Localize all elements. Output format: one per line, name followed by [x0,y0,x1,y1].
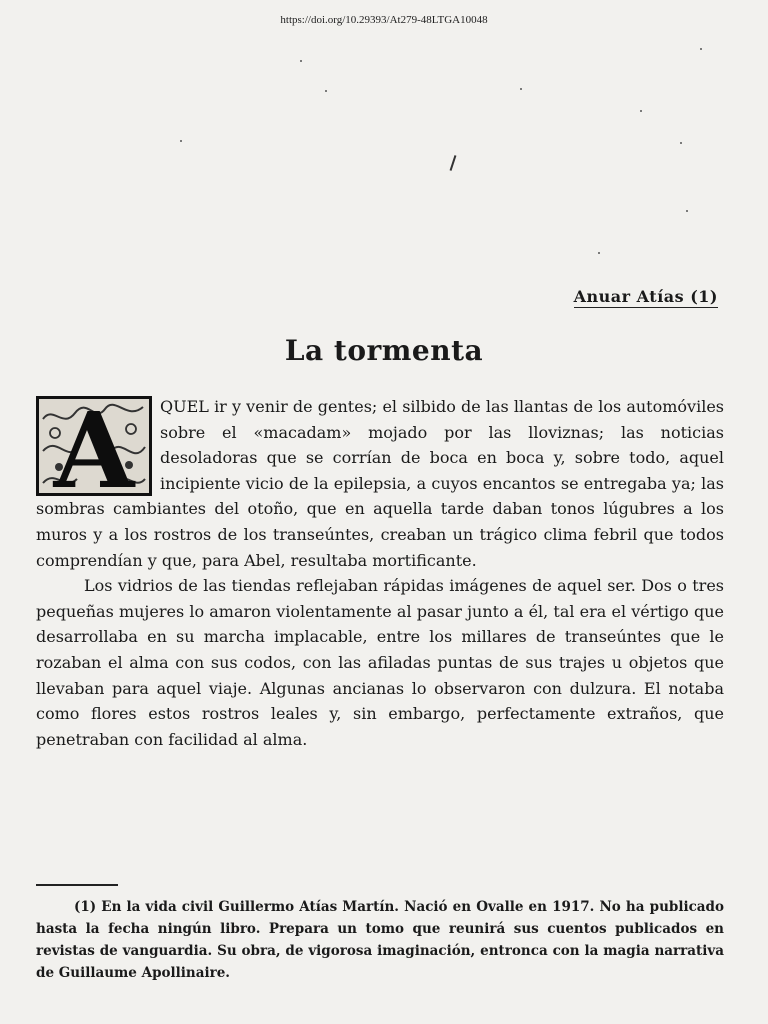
drop-cap-glyph [39,399,149,493]
article-body [36,394,724,752]
svg-text:A: A [53,399,135,493]
print-speck [680,142,682,144]
print-speck [180,140,182,142]
article-author: Anuar Atías (1) [573,287,718,306]
footnote-divider [36,884,118,886]
print-speck [598,252,600,254]
print-speck [640,110,642,112]
print-speck [520,88,522,90]
print-speck [700,48,702,50]
paragraph: QUEL ir y venir de gentes; el silbido de las llantas de los automóviles sobre el «macadam» mojado por las lloviznas; las noticias desoladoras que se corrían de boca en boca y, sobre todo, aquel incipiente vicio de la epilepsia, a cuyos encantos se entregaba ya; las sombras cambiantes del otoño, que en aquella tarde daban tonos lúgubres a los muros y a los rostros de los transeúntes, creaban un trágico clima febril que todos comprendían y que, para Abel, resultaba mortificante. [36,397,724,570]
doi-link[interactable]: https://doi.org/10.29393/At279-48LTGA10048 [280,14,488,26]
print-speck [325,90,327,92]
article-title: La tormenta [284,334,484,367]
print-speck [686,210,688,212]
footnote: (1) En la vida civil Guillermo Atías Martín. Nació en Ovalle en 1917. No ha publicado hasta la fecha ningún libro. Prepara un tomo que reunirá sus cuentos publicados en revistas de vanguardia. Su obra, de vigorosa imaginación, entronca con la magia narrativa de Guillaume Apollinaire. [36,899,724,981]
ornamental-initial [36,396,152,496]
paragraph: Los vidrios de las tiendas reflejaban rápidas imágenes de aquel ser. Dos o tres pequeñas mujeres lo amaron violentamente al pasar junto a él, tal era el vértigo que desarrollaba en su marcha implacable, entre los millares de transeúntes que le rozaban el alma con sus codos, con las afiladas puntas de sus trajes u objetos que llevaban para aquel viaje. Algunas ancianas lo observaron con dulzura. El notaba como flores estos rostros leales y, sin embargo, perfectamente extraños, que penetraban con facilidad al alma. [36,576,724,749]
print-mark [450,155,457,171]
print-speck [300,60,302,62]
